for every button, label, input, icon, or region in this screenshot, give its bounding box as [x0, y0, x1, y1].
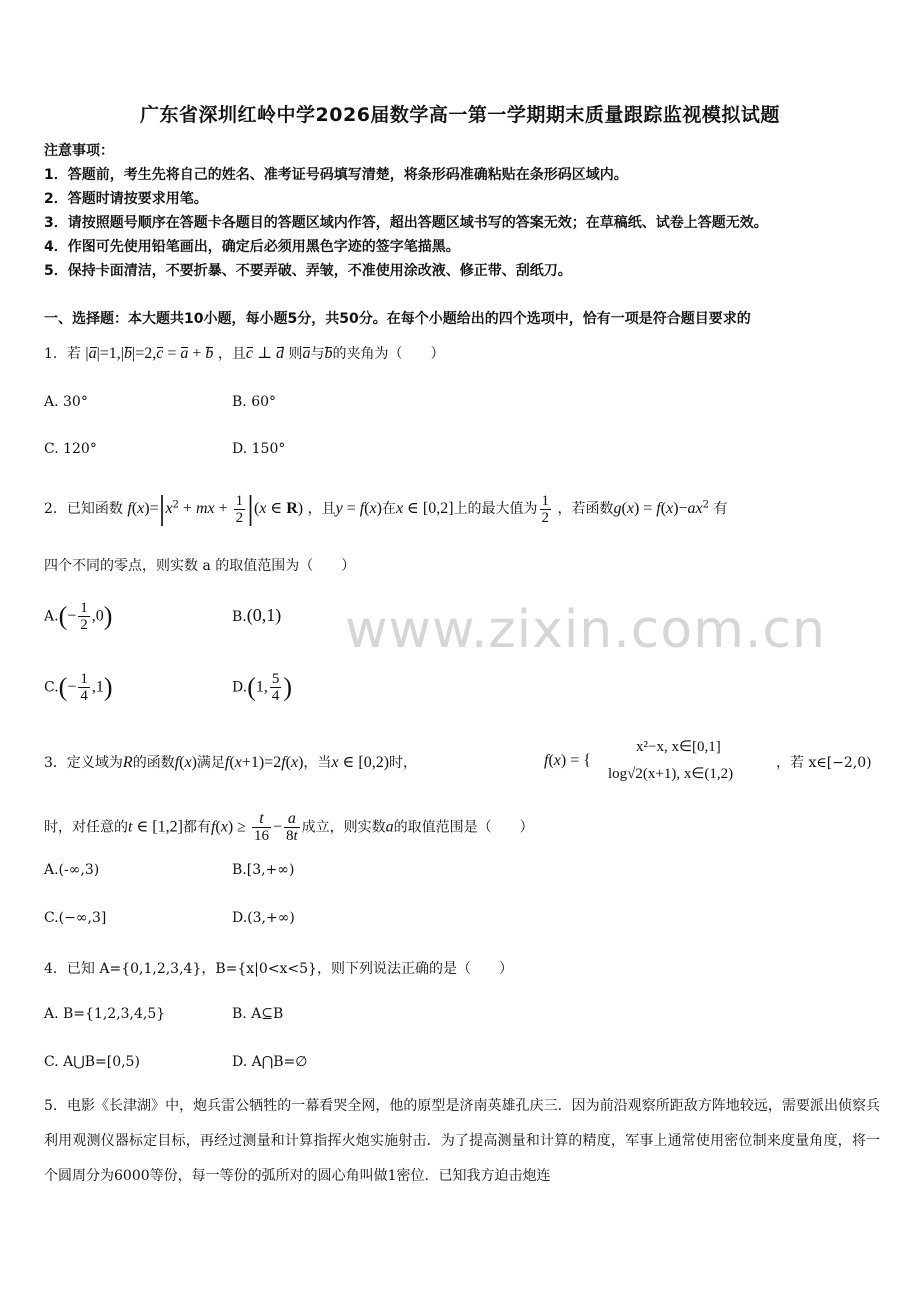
q3-case-1: x²−x, x∈[0,1]: [636, 739, 721, 755]
q1-option-c[interactable]: C. 120°: [44, 441, 97, 457]
question-5-text: 5．电影《长津湖》中，炮兵雷公牺牲的一幕看哭全网，他的原型是济南英雄孔庆三．因为前沿观察所距敌方阵地较远，需要派出侦察兵利用观测仪器标定目标，再经过测量和计算指挥火炮实施射击．为了提高测量和计算的精度，军事上通常使用密位制来度量角度，将一个圆周分为6000等份，每一等份的弧所对的圆心角叫做1密位．已知我方迫击炮连: [44, 1098, 880, 1184]
question-4-stem: 4．已知 A={0,1,2,3,4}，B={x|0<x<5}，则下列说法正确的是（ ）: [44, 961, 513, 977]
q3-option-a[interactable]: A.(-∞,3): [44, 862, 100, 878]
q1-option-b[interactable]: B. 60°: [232, 394, 277, 410]
q3-option-b[interactable]: B.[3,+∞): [232, 862, 295, 878]
question-2-line2: 四个不同的零点，则实数 a 的取值范围为（ ）: [44, 558, 356, 574]
q4-option-c[interactable]: C. A⋃B=[0,5): [44, 1054, 140, 1070]
q4-option-d[interactable]: D. A⋂B=∅: [232, 1054, 308, 1070]
notice-item-1: 1．答题前，考生先将自己的姓名、准考证号码填写清楚，将条形码准确粘贴在条形码区域内。: [44, 167, 628, 183]
q3-stem-tail: ，若 x∈[−2,0): [776, 755, 872, 771]
q3-option-c[interactable]: C.(−∞,3]: [44, 910, 107, 926]
page-title: 广东省深圳红岭中学2026届数学高一第一学期期末质量跟踪监视模拟试题: [140, 104, 780, 126]
q3-option-d[interactable]: D.(3,+∞): [232, 910, 295, 926]
notice-heading: 注意事项：: [44, 143, 114, 159]
question-3-stem: 3．定义域为R的函数f(x)满足f(x+1)=2f(x)，当x ∈ [0,2)时，: [44, 754, 418, 771]
question-2-stem: 2．已知函数 $f(x)=|x^2$ + mx + $\frac{1}{2}$ |(x ∈ R) ，且y = f(x)在x ∈ [0,2]上的最大值为 $\frac{1}{2}$ ，若函数$g(x) = f(x)-ax^2$ 有: [44, 490, 728, 527]
q3-case-2: log√2(x+1), x∈(1,2): [608, 766, 734, 782]
q2-option-d[interactable]: D.(1, $\frac{5}{4}$ ): [232, 671, 293, 704]
question-1-stem: 1．若 |a|=1,|b|=2,c = a + b ，且c ⊥ d 则a与b的夹角为（ ）: [44, 345, 445, 362]
q1-option-d[interactable]: D. 150°: [232, 441, 286, 457]
section-heading: 一、选择题：本大题共10小题，每小题5分，共50分。在每个小题给出的四个选项中，恰有一项是符合题目要求的: [44, 311, 751, 327]
q1-option-a[interactable]: A. 30°: [44, 394, 88, 410]
notice-item-3: 3．请按照题号顺序在答题卡各题目的答题区域内作答，超出答题区域书写的答案无效；在草稿纸、试卷上答题无效。: [44, 215, 768, 231]
notice-item-2: 2．答题时请按要求用笔。: [44, 191, 208, 207]
q3-fx-label: f(x) = {: [544, 752, 591, 769]
notice-item-5: 5．保持卡面清洁，不要折暴、不要弄破、弄皱，不准使用涂改液、修正带、刮纸刀。: [44, 263, 572, 279]
q4-option-a[interactable]: A. B={1,2,3,4,5}: [44, 1006, 166, 1022]
q2-option-c[interactable]: C.(− $\frac{1}{4}$ ,1): [44, 671, 113, 704]
q4-option-b[interactable]: B. A⊆B: [232, 1006, 284, 1022]
question-3-line2: 时，对任意的t ∈ [1,2]都有f(x) ≥ $\frac{t}{16}$ − $\frac{a}{8t}$ 成立，则实数a的取值范围是（ ）: [44, 810, 534, 844]
q2-option-a[interactable]: A.(− $\frac{1}{2}$ ,0): [44, 600, 113, 633]
q2-option-b[interactable]: B.(0,1): [232, 605, 282, 625]
notice-item-4: 4．作图可先使用铅笔画出，确定后必须用黑色字迹的签字笔描黑。: [44, 239, 460, 255]
watermark: www.zixin.com.cn: [345, 600, 826, 660]
